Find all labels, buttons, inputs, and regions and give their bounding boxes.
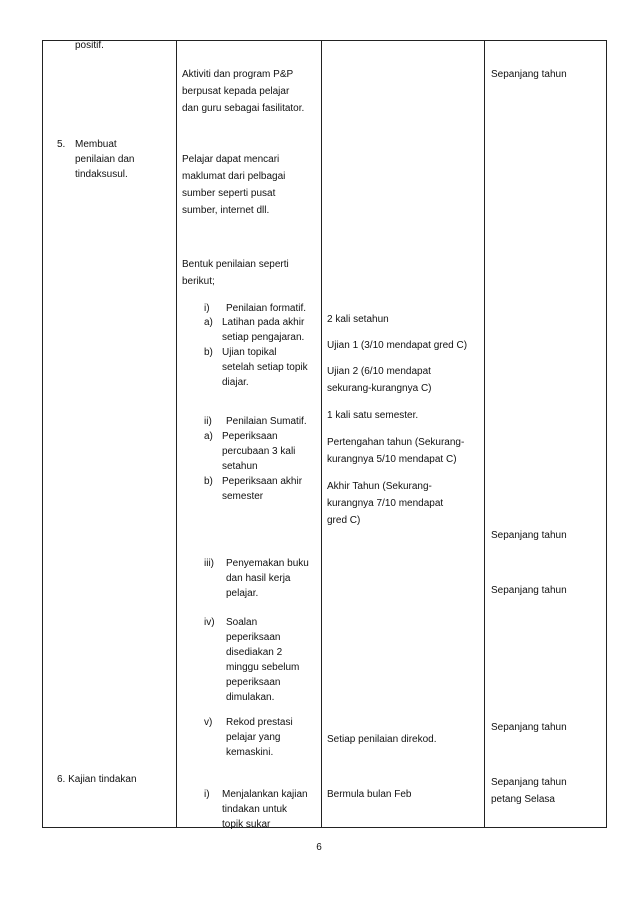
formatif-number: i) [204, 303, 210, 314]
item-iv-line: minggu sebelum [226, 662, 300, 673]
bermula-feb-text: Bermula bulan Feb [327, 789, 412, 800]
item-iv-line: disediakan 2 [226, 647, 283, 658]
pelajar-line: sumber, internet dll. [182, 205, 270, 216]
item-iii-line: pelajar. [226, 588, 259, 599]
akhir-tahun-line: kurangnya 7/10 mendapat [327, 498, 444, 509]
item-iv-line: dimulakan. [226, 692, 275, 703]
sumatif-b-number: b) [204, 476, 213, 487]
item-iv-line: peperiksaan [226, 632, 281, 643]
sumatif-a-line: Peperiksaan [222, 431, 278, 442]
column-divider [176, 41, 177, 827]
pelajar-line: sumber seperti pusat [182, 188, 276, 199]
item-6i-line: tindakan untuk [222, 804, 288, 815]
satu-semester-text: 1 kali satu semester. [327, 410, 419, 421]
ujian-2-line: Ujian 2 (6/10 mendapat [327, 366, 431, 377]
item-6i-line: topik sukar [222, 819, 271, 830]
pelajar-line: maklumat dari pelbagai [182, 171, 286, 182]
aktiviti-line: Aktiviti dan program P&P [182, 69, 294, 80]
kali-setahun-text: 2 kali setahun [327, 314, 389, 325]
column-divider [484, 41, 485, 827]
item-v-line: kemaskini. [226, 747, 274, 758]
formatif-a-line: Latihan pada akhir [222, 317, 305, 328]
sumatif-label: Penilaian Sumatif. [226, 416, 307, 427]
item-v-line: Rekod prestasi [226, 717, 293, 728]
ujian-2-line: sekurang-kurangnya C) [327, 383, 432, 394]
ujian-1-text: Ujian 1 (3/10 mendapat gred C) [327, 340, 468, 351]
formatif-a-line: setiap pengajaran. [222, 332, 305, 343]
sumatif-a-line: percubaan 3 kali [222, 446, 296, 457]
page-number: 6 [316, 842, 322, 853]
akhir-tahun-line: Akhir Tahun (Sekurang- [327, 481, 432, 492]
sepanjang-tahun-text: Sepanjang tahun [491, 585, 567, 596]
item-iv-number: iv) [204, 617, 215, 628]
item-6i-line: Menjalankan kajian [222, 789, 308, 800]
item-5-line: penilaian dan [75, 154, 135, 165]
sepanjang-tahun-text: Sepanjang tahun [491, 530, 567, 541]
pertengahan-line: Pertengahan tahun (Sekurang- [327, 437, 465, 448]
pelajar-line: Pelajar dapat mencari [182, 154, 280, 165]
bentuk-line: Bentuk penilaian seperti [182, 259, 289, 270]
aktiviti-line: berpusat kepada pelajar [182, 86, 290, 97]
pertengahan-line: kurangnya 5/10 mendapat C) [327, 454, 457, 465]
item-5-number: 5. [57, 139, 66, 150]
item-iv-line: peperiksaan [226, 677, 281, 688]
formatif-a-number: a) [204, 317, 213, 328]
column-divider [321, 41, 322, 827]
akhir-tahun-line: gred C) [327, 515, 361, 526]
item-v-line: pelajar yang [226, 732, 281, 743]
formatif-b-line: setelah setiap topik [222, 362, 308, 373]
sumatif-number: ii) [204, 416, 212, 427]
formatif-b-line: Ujian topikal [222, 347, 277, 358]
sepanjang-tahun-selasa-line: petang Selasa [491, 794, 555, 805]
sumatif-a-number: a) [204, 431, 213, 442]
item-iv-line: Soalan [226, 617, 258, 628]
bentuk-line: berikut; [182, 276, 215, 287]
item-iii-number: iii) [204, 558, 214, 569]
formatif-label: Penilaian formatif. [226, 303, 307, 314]
direkod-text: Setiap penilaian direkod. [327, 734, 437, 745]
sumatif-b-line: semester [222, 491, 264, 502]
item-5-line: tindaksusul. [75, 169, 128, 180]
formatif-b-line: diajar. [222, 377, 249, 388]
continuation-text: positif. [75, 40, 104, 51]
sepanjang-tahun-text: Sepanjang tahun [491, 722, 567, 733]
item-5-line: Membuat [75, 139, 117, 150]
sepanjang-tahun-selasa-line: Sepanjang tahun [491, 777, 567, 788]
aktiviti-line: dan guru sebagai fasilitator. [182, 103, 305, 114]
sumatif-a-line: setahun [222, 461, 258, 472]
item-iii-line: dan hasil kerja [226, 573, 291, 584]
item-6i-number: i) [204, 789, 210, 800]
item-iii-line: Penyemakan buku [226, 558, 309, 569]
item-6-heading: 6. Kajian tindakan [57, 774, 137, 785]
sumatif-b-line: Peperiksaan akhir [222, 476, 303, 487]
formatif-b-number: b) [204, 347, 213, 358]
sepanjang-tahun-text: Sepanjang tahun [491, 69, 567, 80]
item-v-number: v) [204, 717, 213, 728]
